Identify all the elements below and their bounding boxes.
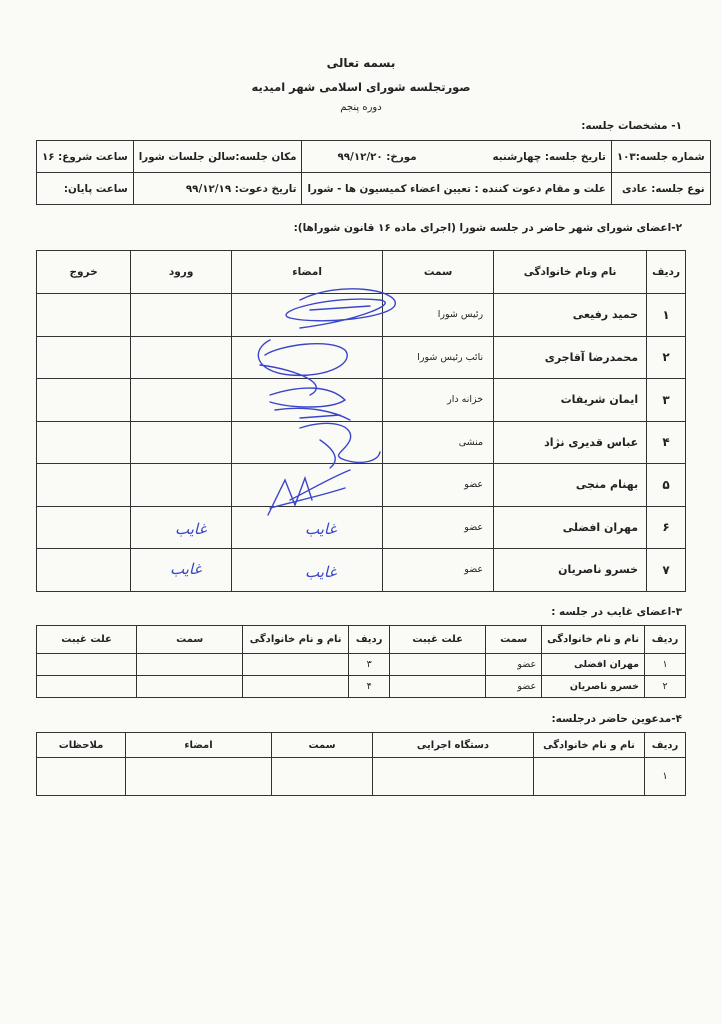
member-name: ایمان شریفات	[494, 379, 647, 422]
position-cell-2	[137, 676, 243, 698]
member-name: عباس قدیری نژاد	[494, 421, 647, 464]
session-location: مکان جلسه:سالن جلسات شورا	[133, 141, 302, 173]
exit-cell	[37, 294, 131, 337]
member-position: خزانه دار	[383, 379, 494, 422]
row-number: ۴	[647, 421, 686, 464]
attendance-header-row	[37, 251, 686, 294]
absent-members-table	[36, 625, 686, 698]
invitee-name-cell	[534, 758, 645, 796]
table-row	[37, 294, 686, 337]
row-number: ۶	[647, 506, 686, 549]
invitees-table	[36, 732, 686, 796]
col-signature: امضاء	[232, 251, 383, 294]
table-row	[37, 421, 686, 464]
absent-position: عضو	[486, 654, 542, 676]
col-row: ردیف	[645, 733, 686, 758]
absent-mark-signature-6: غایب	[305, 520, 337, 538]
table-row	[37, 676, 686, 698]
name-cell-2	[243, 676, 349, 698]
col-exit: خروج	[37, 251, 131, 294]
invite-reason: علت و مقام دعوت کننده : تعیین اعضاء کمیسیون ها - شورا	[302, 173, 611, 205]
reason-cell-2	[37, 654, 137, 676]
row-number: ۲	[645, 676, 686, 698]
signature-cell	[126, 758, 272, 796]
col-row-2: ردیف	[349, 626, 390, 654]
entry-cell	[131, 464, 232, 507]
table-row	[37, 379, 686, 422]
session-date-cell	[302, 141, 611, 173]
exit-cell	[37, 421, 131, 464]
signature-cell	[232, 421, 383, 464]
member-name: محمدرضا آقاجری	[494, 336, 647, 379]
invitees-header-row	[37, 733, 686, 758]
absent-header-row	[37, 626, 686, 654]
member-position: رئیس شورا	[383, 294, 494, 337]
table-row	[37, 506, 686, 549]
table-row	[37, 464, 686, 507]
absence-reason-cell	[390, 676, 486, 698]
exit-cell	[37, 336, 131, 379]
attendance-table	[36, 250, 686, 592]
row-number: ۱	[645, 654, 686, 676]
row-number-2: ۳	[349, 654, 390, 676]
session-dated: مورخ: ۹۹/۱۲/۲۰	[337, 150, 417, 163]
member-name: حمید رفیعی	[494, 294, 647, 337]
session-type: نوع جلسه: عادی	[611, 173, 710, 205]
col-row: ردیف	[647, 251, 686, 294]
notes-cell	[37, 758, 126, 796]
start-time: ساعت شروع: ۱۶	[37, 141, 134, 173]
signature-cell	[232, 336, 383, 379]
document-title: صورتجلسه شورای اسلامی شهر امیدیه	[251, 80, 471, 94]
row-number: ۷	[647, 549, 686, 592]
table-row	[37, 549, 686, 592]
exit-cell	[37, 506, 131, 549]
signature-cell	[232, 294, 383, 337]
entry-cell	[131, 421, 232, 464]
col-name: نام و نام خانوادگی	[542, 626, 645, 654]
absent-mark-entry-7: غایب	[170, 560, 202, 578]
signature-cell	[232, 379, 383, 422]
col-name: نام ونام خانوادگی	[494, 251, 647, 294]
row-number: ۳	[647, 379, 686, 422]
member-position: عضو	[383, 549, 494, 592]
row-number: ۵	[647, 464, 686, 507]
col-name: نام و نام خانوادگی	[534, 733, 645, 758]
col-row: ردیف	[645, 626, 686, 654]
member-name: بهنام منجی	[494, 464, 647, 507]
row-number: ۲	[647, 336, 686, 379]
absent-mark-signature-7: غایب	[305, 563, 337, 581]
col-position: سمت	[383, 251, 494, 294]
col-position-2: سمت	[137, 626, 243, 654]
section2-heading: ۲-اعضای شورای شهر حاضر در جلسه شورا (اجرای ماده ۱۶ قانون شوراها):	[293, 222, 682, 234]
member-name: خسرو ناصریان	[494, 549, 647, 592]
col-name-2: نام و نام خانوادگی	[243, 626, 349, 654]
section4-heading: ۴-مدعوین حاضر درجلسه:	[551, 713, 682, 725]
col-position: سمت	[486, 626, 542, 654]
absent-name: مهران افضلی	[542, 654, 645, 676]
member-position: منشی	[383, 421, 494, 464]
signature-cell	[232, 464, 383, 507]
name-cell-2	[243, 654, 349, 676]
member-position: عضو	[383, 506, 494, 549]
entry-cell	[131, 379, 232, 422]
organization-cell	[373, 758, 534, 796]
session-number: شماره جلسه:۱۰۳	[611, 141, 710, 173]
entry-cell	[131, 294, 232, 337]
table-row	[37, 336, 686, 379]
exit-cell	[37, 549, 131, 592]
absent-mark-entry-6: غایب	[175, 520, 207, 538]
exit-cell	[37, 379, 131, 422]
member-position: نائب رئیس شورا	[383, 336, 494, 379]
row-number-2: ۴	[349, 676, 390, 698]
bismillah: بسمه تعالی	[326, 56, 396, 70]
table-row	[37, 654, 686, 676]
member-position: عضو	[383, 464, 494, 507]
section1-heading: ۱- مشخصات جلسه:	[581, 120, 682, 132]
council-term: دوره پنجم	[340, 102, 382, 113]
session-date: تاریخ جلسه: چهارشنبه	[492, 150, 606, 163]
absence-reason-cell	[390, 654, 486, 676]
position-cell	[272, 758, 373, 796]
invite-date: تاریخ دعوت: ۹۹/۱۲/۱۹	[133, 173, 302, 205]
absent-name: خسرو ناصریان	[542, 676, 645, 698]
table-row	[37, 758, 686, 796]
row-number: ۱	[647, 294, 686, 337]
end-time: ساعت پایان:	[37, 173, 134, 205]
col-organization: دستگاه اجرایی	[373, 733, 534, 758]
position-cell-2	[137, 654, 243, 676]
col-entry: ورود	[131, 251, 232, 294]
session-details-table	[36, 140, 711, 205]
entry-cell	[131, 336, 232, 379]
col-absence-reason: علت غیبت	[390, 626, 486, 654]
absent-position: عضو	[486, 676, 542, 698]
row-number: ۱	[645, 758, 686, 796]
col-signature: امضاء	[126, 733, 272, 758]
member-name: مهران افضلی	[494, 506, 647, 549]
section3-heading: ۳-اعضای غایب در جلسه :	[551, 606, 682, 618]
col-position: سمت	[272, 733, 373, 758]
col-notes: ملاحظات	[37, 733, 126, 758]
reason-cell-2	[37, 676, 137, 698]
exit-cell	[37, 464, 131, 507]
col-absence-reason-2: علت غیبت	[37, 626, 137, 654]
